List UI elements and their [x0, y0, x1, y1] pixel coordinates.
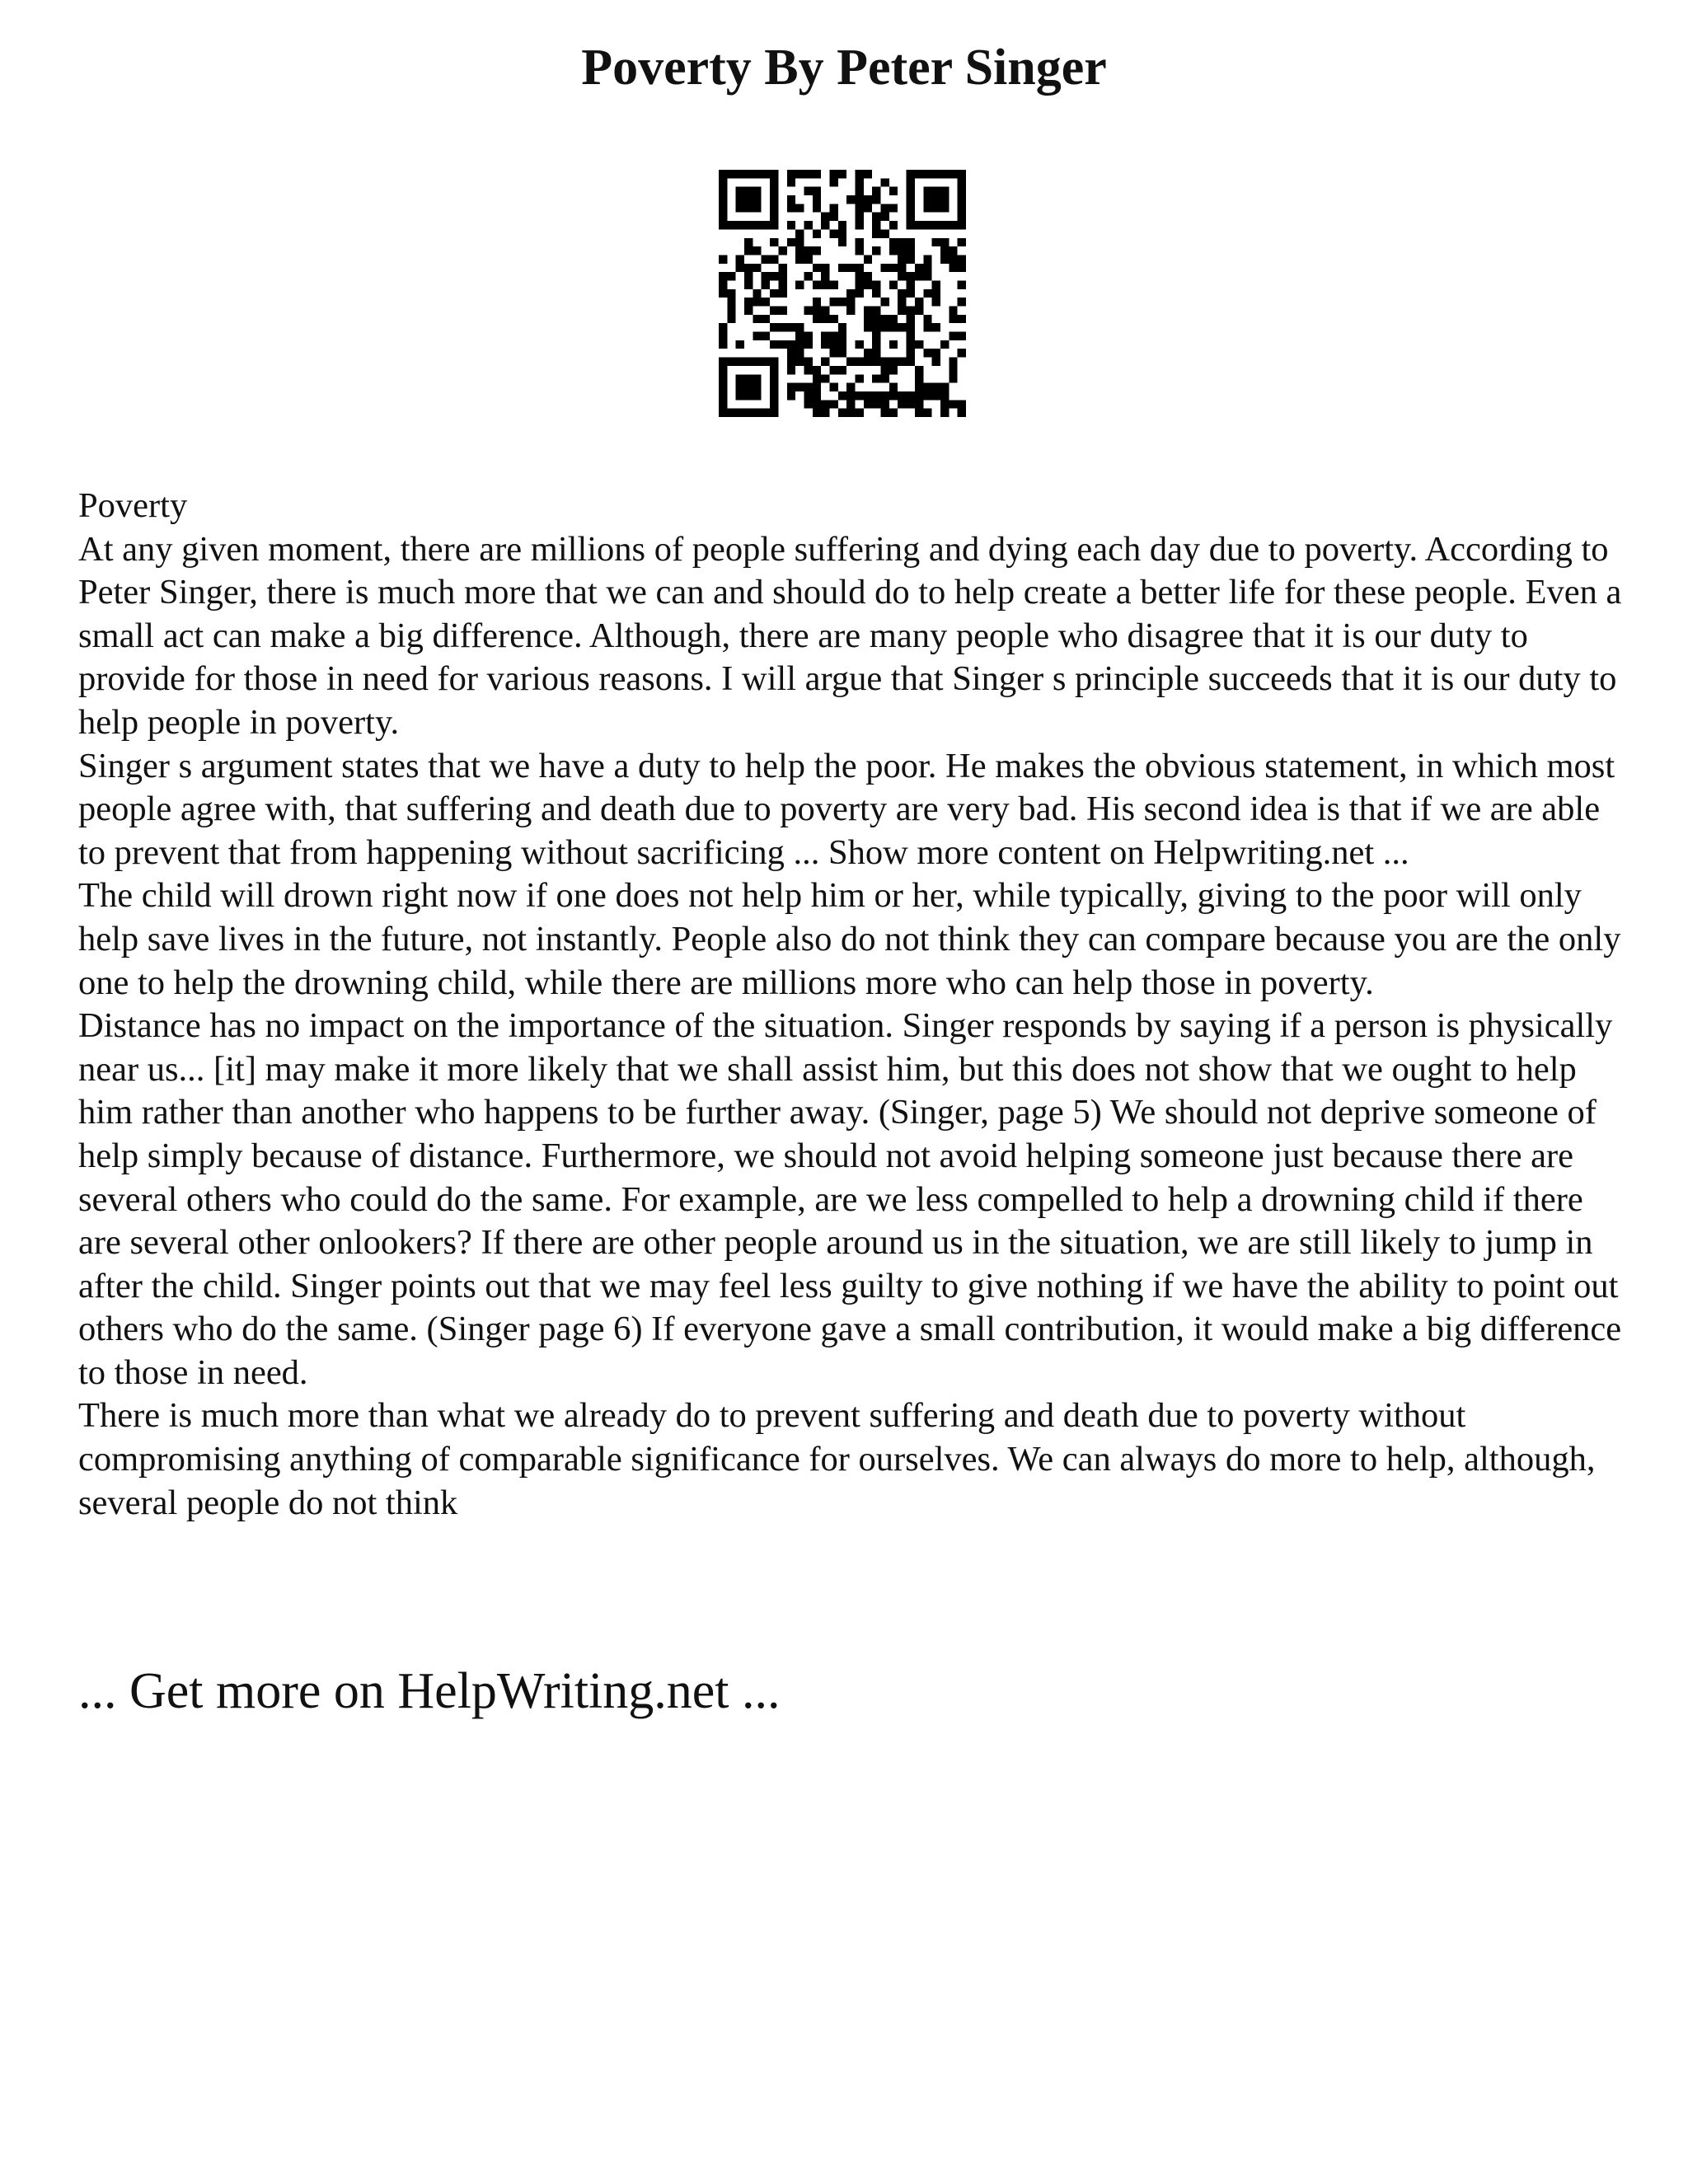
essay-paragraph: At any given moment, there are millions of people suffering and dying each day due to poverty. According to Peter Singer, there is much more that we can and should do to help create a better life for these people. Even a small act can make a big difference. Although, there are many people who disagree that it is our duty to provide for those in need for various reasons. I will argue that Singer s principle succeeds that it is our duty to help people in poverty.: [78, 529, 1622, 742]
essay-body: [78, 485, 1628, 1525]
qr-code-icon: [719, 170, 966, 417]
essay-heading: Poverty: [78, 486, 188, 525]
essay-paragraph: Singer s argument states that we have a duty to help the poor. He makes the obvious statement, in which most people agree with, that suffering and death due to poverty are very bad. His second idea is that if we are able to prevent that from happening without sacrificing ... Show more content on Helpwriting.net ...: [78, 746, 1615, 872]
essay-paragraph: The child will drown right now if one does not help him or her, while typically, giving to the poor will only help save lives in the future, not instantly. People also do not think they can compare because you are the only one to help the drowning child, while there are millions more who can help those in poverty.: [78, 876, 1621, 1002]
essay-paragraph: There is much more than what we already do to prevent suffering and death due to poverty without compromising anything of comparable significance for ourselves. We can always do more to help, although, several people do not think: [78, 1396, 1596, 1522]
page-title: Poverty By Peter Singer: [581, 40, 1107, 96]
get-more-link[interactable]: ... Get more on HelpWriting.net ...: [78, 1663, 781, 1719]
essay-paragraph: Distance has no impact on the importance of the situation. Singer responds by saying if a person is physically near us... [it] may make it more likely that we shall assist him, but this does not show that we ought to help him rather than another who happens to be further away. (Singer, page 5) We should not deprive someone of help simply because of distance. Furthermore, we should not avoid helping someone just because there are several others who could do the same. For example, are we less compelled to help a drowning child if there are several other onlookers? If there are other people around us in the situation, we are still likely to jump in after the child. Singer points out that we may feel less guilty to give nothing if we have the ability to point out others who do the same. (Singer page 6) If everyone gave a small contribution, it would make a big difference to those in need.: [78, 1006, 1622, 1392]
